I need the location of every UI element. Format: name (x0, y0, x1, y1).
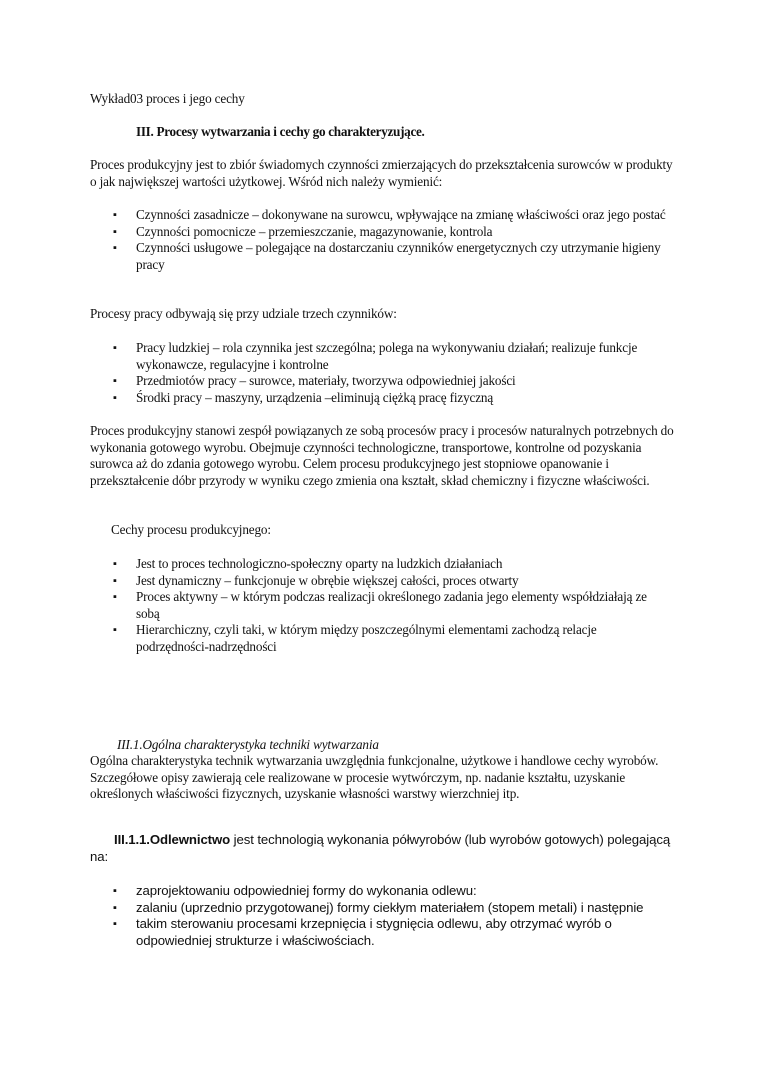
features-bullet-list (112, 556, 652, 655)
production-paragraph: Proces produkcyjny stanowi zespół powiązanych ze sobą procesów pracy i procesów naturalnych potrzebnych do wykonania gotowego wyrobu. Obejmuje czynności technologiczne, transportowe, kontrolne od pozyskania surowca aż do zdania gotowego wyrobu. Celem procesu produkcyjnego jest stopniowe opanowanie i przekształcenie dóbr przyrody w wyniku czego zmienia ona kształt, skład chemiczny i fizyczne właściwości. (90, 423, 674, 488)
list-item: ▪ Środki pracy – maszyny, urządzenia –eliminują ciężką pracę fizyczną (112, 390, 657, 407)
list-item: ▪ Czynności zasadnicze – dokonywane na surowcu, wpływające na zmianę właściwości oraz jego postać (112, 207, 672, 224)
list-item: ▪ zaprojektowaniu odpowiedniej formy do wykonania odlewu: (112, 883, 672, 900)
list-item: ▪ Przedmiotów pracy – surowce, materiały, tworzywa odpowiedniej jakości (112, 373, 657, 390)
document-title: Wykład03 proces i jego cechy (90, 91, 245, 106)
chapter-heading: III. Procesy wytwarzania i cechy go charakteryzujące. (136, 124, 425, 139)
factors-paragraph: Procesy pracy odbywają się przy udziale trzech czynników: (90, 306, 397, 321)
intro-bullet-list (112, 207, 672, 273)
section-3-1-heading: III.1.Ogólna charakterystyka techniki wytwarzania (117, 737, 379, 752)
list-item: ▪ Proces aktywny – w którym podczas realizacji określonego zadania jego elementy współdziałają ze sobą (112, 589, 652, 622)
list-item: ▪ Hierarchiczny, czyli taki, w którym między poszczególnymi elementami zachodzą relacje podrzędności-nadrzędności (112, 622, 652, 655)
list-item: ▪ Jest dynamiczny – funkcjonuje w obrębie większej całości, proces otwarty (112, 573, 652, 590)
list-item: ▪ Jest to proces technologiczno-społeczny oparty na ludzkich działaniach (112, 556, 652, 573)
section-3-1-1-term: III.1.1.Odlewnictwo (114, 832, 231, 847)
factors-bullet-list (112, 340, 657, 406)
features-heading: Cechy procesu produkcyjnego: (111, 522, 271, 537)
section-3-1-paragraph: Ogólna charakterystyka technik wytwarzania uwzględnia funkcjonalne, użytkowe i handlowe cechy wyrobów. Szczegółowe opisy zawierają cele realizowane w procesie wytwórczym, np. nadanie kształtu, uzyskanie określonych właściwości fizycznych, uzyskanie własności warstwy wierzchniej itp. (90, 753, 659, 801)
list-item: ▪ Czynności usługowe – polegające na dostarczaniu czynników energetycznych czy utrzymanie higieny pracy (112, 240, 672, 273)
list-item: ▪ zalaniu (uprzednio przygotowanej) formy ciekłym materiałem (stopem metali) i następnie (112, 900, 672, 917)
list-item: ▪ Czynności pomocnicze – przemieszczanie, magazynowanie, kontrola (112, 224, 672, 241)
section-3-1-1-paragraph (90, 832, 685, 865)
casting-bullet-list (112, 883, 672, 949)
list-item: ▪ takim sterowaniu procesami krzepnięcia i stygnięcia odlewu, aby otrzymać wyrób o odpowiedniej strukturze i właściwościach. (112, 916, 672, 949)
list-item: ▪ Pracy ludzkiej – rola czynnika jest szczególna; polega na wykonywaniu działań; realizuje funkcje wykonawcze, regulacyjne i kontrolne (112, 340, 657, 373)
section-3-1-1-definition: jest technologią wykonania półwyrobów (lub wyrobów gotowych) polegającą na: (90, 832, 671, 864)
intro-paragraph: Proces produkcyjny jest to zbiór świadomych czynności zmierzających do przekształcenia surowców w produkty o jak największej wartości użytkowej. Wśród nich należy wymienić: (90, 157, 673, 189)
